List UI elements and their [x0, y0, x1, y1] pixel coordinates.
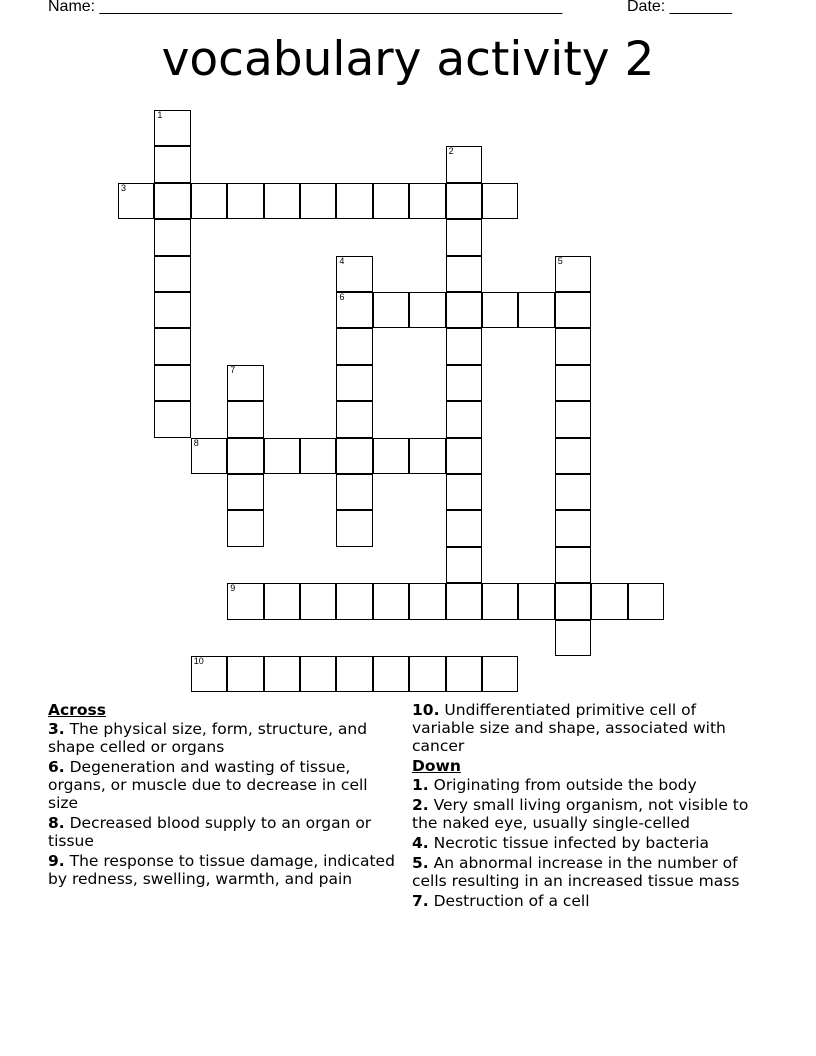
crossword-cell[interactable] [482, 292, 518, 328]
cell-clue-number: 9 [230, 583, 236, 594]
crossword-cell[interactable] [336, 401, 372, 437]
clue-text: Destruction of a cell [428, 892, 590, 910]
crossword-cell[interactable] [482, 183, 518, 219]
crossword-cell[interactable] [227, 438, 263, 474]
crossword-cell[interactable] [409, 656, 445, 692]
crossword-cell[interactable] [154, 110, 190, 146]
crossword-cell[interactable] [336, 656, 372, 692]
crossword-cell[interactable] [227, 656, 263, 692]
crossword-cell[interactable] [446, 146, 482, 182]
crossword-cell[interactable] [446, 438, 482, 474]
crossword-cell[interactable] [264, 656, 300, 692]
date-field-label: Date: _______ [627, 0, 732, 15]
cell-clue-number: 10 [193, 656, 204, 666]
down-clue [412, 796, 762, 832]
crossword-cell[interactable] [555, 256, 591, 292]
down-clue [412, 834, 762, 852]
clue-number: 6. [48, 758, 65, 776]
crossword-cell[interactable] [154, 146, 190, 182]
clue-text: An abnormal increase in the number of cells resulting in an increased tissue mass [412, 854, 740, 890]
crossword-cell[interactable] [336, 256, 372, 292]
cell-clue-number: 1 [157, 110, 163, 120]
clue-number: 7. [412, 892, 429, 910]
crossword-cell[interactable] [336, 292, 372, 328]
crossword-cell[interactable] [336, 583, 372, 619]
clue-text: Very small living organism, not visible to the naked eye, usually single-celled [412, 796, 749, 832]
crossword-cell[interactable] [191, 438, 227, 474]
crossword-cell[interactable] [518, 583, 554, 619]
crossword-cell[interactable] [154, 183, 190, 219]
crossword-cell[interactable] [482, 656, 518, 692]
page-title: vocabulary activity 2 [161, 32, 655, 87]
crossword-cell[interactable] [336, 328, 372, 364]
crossword-cell[interactable] [555, 510, 591, 546]
clue-number: 4. [412, 834, 429, 852]
down-clue [412, 892, 762, 910]
clue-text: Decreased blood supply to an organ or tissue [48, 814, 372, 850]
crossword-cell[interactable] [446, 328, 482, 364]
crossword-cell[interactable] [409, 438, 445, 474]
crossword-cell[interactable] [154, 328, 190, 364]
crossword-cell[interactable] [264, 438, 300, 474]
crossword-cell[interactable] [446, 474, 482, 510]
crossword-cell[interactable] [409, 183, 445, 219]
crossword-cell[interactable] [191, 656, 227, 692]
crossword-cell[interactable] [264, 183, 300, 219]
crossword-cell[interactable] [555, 474, 591, 510]
crossword-cell[interactable] [555, 292, 591, 328]
crossword-cell[interactable] [227, 365, 263, 401]
clue-text: Necrotic tissue infected by bacteria [428, 834, 710, 852]
down-clue [412, 776, 762, 794]
crossword-cell[interactable] [482, 583, 518, 619]
crossword-cell[interactable] [227, 583, 263, 619]
crossword-cell[interactable] [227, 474, 263, 510]
crossword-cell[interactable] [591, 583, 627, 619]
crossword-cell[interactable] [373, 656, 409, 692]
crossword-cell[interactable] [555, 365, 591, 401]
crossword-cell[interactable] [336, 438, 372, 474]
crossword-cell[interactable] [118, 183, 154, 219]
clue-number: 3. [48, 720, 65, 738]
crossword-cell[interactable] [373, 438, 409, 474]
crossword-cell[interactable] [518, 292, 554, 328]
clue-number: 9. [48, 852, 65, 870]
crossword-cell[interactable] [154, 365, 190, 401]
name-field-label: Name: ____________________________________________________ [48, 0, 563, 15]
crossword-cell[interactable] [373, 292, 409, 328]
clue-number: 5. [412, 854, 429, 872]
clue-text: The response to tissue damage, indicated by redness, swelling, warmth, and pain [48, 852, 395, 888]
across-clue [412, 701, 762, 755]
crossword-cell[interactable] [227, 510, 263, 546]
crossword-cell[interactable] [446, 219, 482, 255]
clue-number: 10. [412, 701, 440, 719]
crossword-cell[interactable] [555, 401, 591, 437]
cell-clue-number: 2 [448, 146, 454, 157]
across-clue [48, 758, 398, 812]
crossword-cell[interactable] [555, 438, 591, 474]
crossword-cell[interactable] [264, 583, 300, 619]
crossword-cell[interactable] [300, 656, 336, 692]
crossword-cell[interactable] [409, 292, 445, 328]
crossword-cell[interactable] [628, 583, 664, 619]
clue-text: Degeneration and wasting of tissue, organs, or muscle due to decrease in cell size [48, 758, 368, 812]
cell-clue-number: 5 [557, 255, 563, 266]
crossword-cell[interactable] [154, 256, 190, 292]
crossword-cell[interactable] [446, 292, 482, 328]
cell-clue-number: 8 [193, 437, 199, 448]
across-clue [48, 852, 398, 888]
crossword-cell[interactable] [555, 583, 591, 619]
crossword-cell[interactable] [300, 583, 336, 619]
crossword-cell[interactable] [446, 256, 482, 292]
crossword-cell[interactable] [446, 183, 482, 219]
crossword-cell[interactable] [336, 474, 372, 510]
clue-text: Undifferentiated primitive cell of variable size and shape, associated with cancer [412, 701, 726, 755]
crossword-cell[interactable] [446, 365, 482, 401]
cell-clue-number: 4 [339, 255, 345, 266]
crossword-cell[interactable] [409, 583, 445, 619]
across-clue [48, 814, 398, 850]
down-heading: Down [412, 757, 461, 775]
crossword-cell[interactable] [446, 510, 482, 546]
crossword-cell[interactable] [300, 438, 336, 474]
crossword-cell[interactable] [373, 583, 409, 619]
crossword-cell[interactable] [336, 365, 372, 401]
clue-text: Originating from outside the body [428, 776, 697, 794]
crossword-cell[interactable] [336, 183, 372, 219]
cell-clue-number: 6 [339, 292, 345, 302]
crossword-cell[interactable] [227, 183, 263, 219]
down-clue [412, 854, 762, 890]
clues-right-column [412, 701, 762, 912]
crossword-cell[interactable] [446, 547, 482, 583]
crossword-cell[interactable] [154, 219, 190, 255]
across-clue [48, 720, 398, 756]
crossword-cell[interactable] [154, 401, 190, 437]
crossword-cell[interactable] [300, 183, 336, 219]
crossword-cell[interactable] [446, 583, 482, 619]
crossword-cell[interactable] [555, 328, 591, 364]
clue-number: 1. [412, 776, 429, 794]
clue-text: The physical size, form, structure, and shape celled or organs [48, 720, 368, 756]
crossword-cell[interactable] [191, 183, 227, 219]
across-heading: Across [48, 701, 106, 719]
crossword-cell[interactable] [446, 656, 482, 692]
crossword-cell[interactable] [227, 401, 263, 437]
cell-clue-number: 7 [230, 364, 236, 375]
crossword-cell[interactable] [555, 620, 591, 656]
clues-left-column [48, 701, 398, 890]
crossword-cell[interactable] [336, 510, 372, 546]
clue-number: 8. [48, 814, 65, 832]
clue-number: 2. [412, 796, 429, 814]
crossword-cell[interactable] [555, 547, 591, 583]
crossword-cell[interactable] [154, 292, 190, 328]
cell-clue-number: 3 [121, 182, 127, 193]
crossword-cell[interactable] [373, 183, 409, 219]
crossword-cell[interactable] [446, 401, 482, 437]
